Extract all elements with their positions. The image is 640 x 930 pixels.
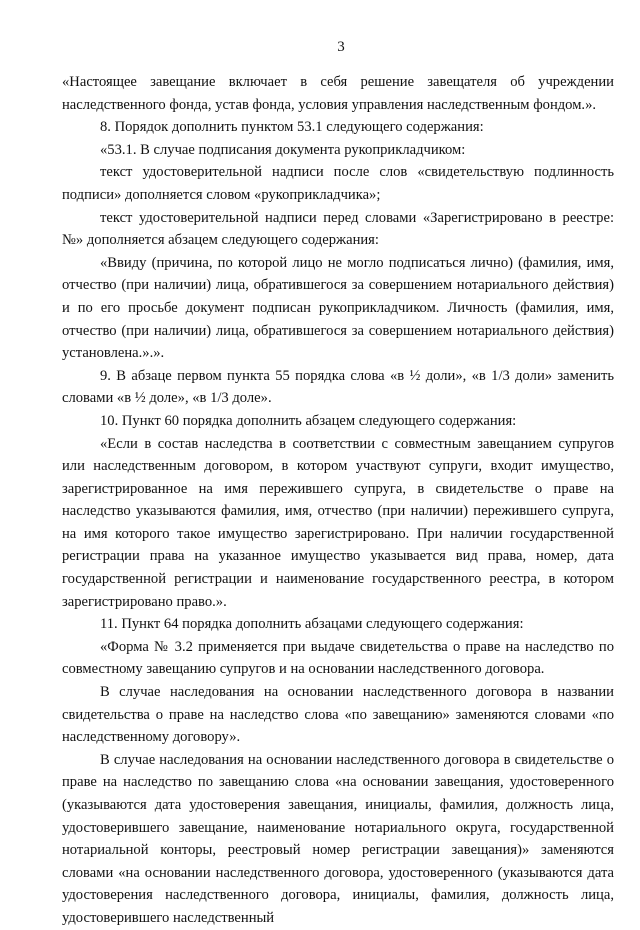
- paragraph-4: текст удостоверительной надписи после слов «свидетельствую подлинность подписи» дополняется словом «рукоприкладчика»;: [62, 164, 614, 203]
- page-number: 3: [337, 39, 345, 55]
- paragraph-6: «Ввиду (причина, по которой лицо не могло подписаться лично) (фамилия, имя, отчество (при наличии) лица, обратившегося за совершением нотариального действия) и по его просьбе документ подписан рукоприкладчиком. Личность (фамилия, имя, отчество (при наличии) лица, обратившегося за совершением нотариального действия) установлена.».».: [62, 254, 614, 362]
- paragraph-2: 8. Порядок дополнить пунктом 53.1 следующего содержания:: [100, 119, 484, 136]
- paragraph-3: «53.1. В случае подписания документа рукоприкладчиком:: [100, 141, 466, 158]
- paragraph-7: 9. В абзаце первом пункта 55 порядка слова «в ½ доли», «в 1/3 доли» заменить словами «в ½ доле», «в 1/3 доле».: [62, 367, 614, 407]
- paragraph-9: «Если в состав наследства в соответствии с совместным завещанием супругов или наследственным договором, в котором участвуют супруги, входит имущество, зарегистрированное на имя пережившего супруга, в свидетельстве о праве на наследство указываются фамилия, имя, отчество (при наличии) пережившего супруга, на имя которого такое имущество зарегистрировано. При наличии государственной регистрации права на указанное имущество указывается вид права, номер, дата государственной регистрации и наименование государственного реестра, в котором зарегистрировано право.».: [62, 435, 614, 610]
- paragraph-12: В случае наследования на основании наследственного договора в названии свидетельства о праве на наследство слова «по завещанию» заменяются словами «по наследственному договору».: [62, 684, 614, 746]
- paragraph-5: текст удостоверительной надписи перед словами «Зарегистрировано в реестре: №» дополняется абзацем следующего содержания:: [62, 209, 614, 249]
- paragraph-1: «Настоящее завещание включает в себя решение завещателя об учреждении наследственного фонда, устав фонда, условия управления наследственным фондом.».: [62, 74, 614, 113]
- document-body: [62, 71, 614, 930]
- paragraph-10: 11. Пункт 64 порядка дополнить абзацами следующего содержания:: [100, 616, 524, 633]
- paragraph-11: «Форма № 3.2 применяется при выдаче свидетельства о праве на наследство по совместному завещанию супругов и на основании наследственного договора.: [62, 638, 614, 678]
- paragraph-8: 10. Пункт 60 порядка дополнить абзацем следующего содержания:: [100, 412, 517, 429]
- paragraph-13: В случае наследования на основании наследственного договора в свидетельстве о праве на наследство по завещанию слова «на основании завещания, удостоверенного (указываются дата удостоверения завещания, инициалы, фамилия, должность лица, удостоверившего завещание, наименование нотариального округа, государственной нотариальной конторы, реестровый номер регистрации завещания)» заменяются словами «на основании наследственного договора, удостоверенного (указываются дата удостоверения наследственного договора, инициалы, фамилия, должность лица, удостоверившего наследственный: [62, 751, 614, 926]
